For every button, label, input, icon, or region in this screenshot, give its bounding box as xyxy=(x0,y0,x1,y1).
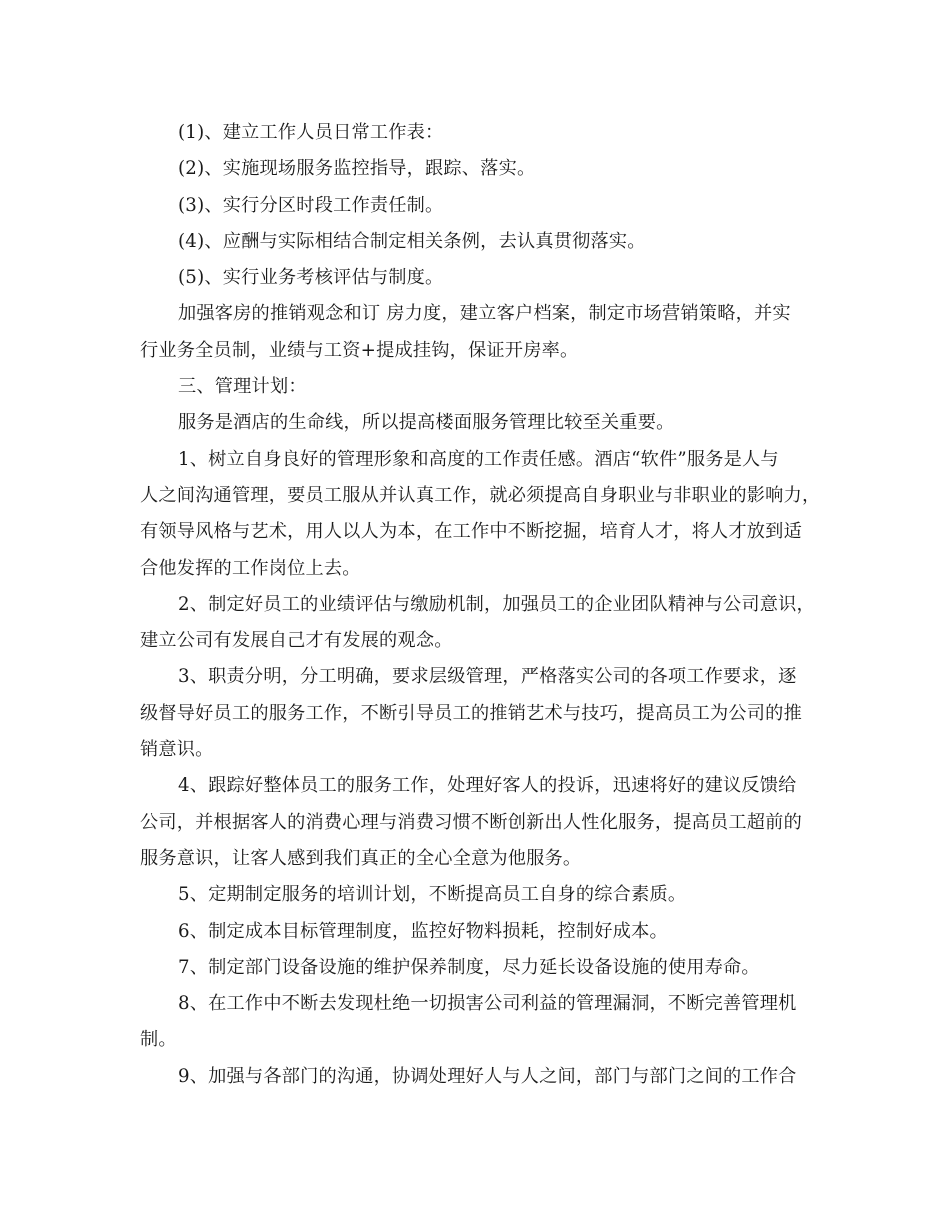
list-item-5: (5)、实行业务考核评估与制度。 xyxy=(178,267,444,289)
paragraph-sales-line-2: 行业务全员制，业绩与工资+提成挂钩，保证开房率。 xyxy=(140,339,579,361)
item-8-line-2: 制。 xyxy=(140,1029,177,1051)
item-2-line-2: 建立公司有发展自己才有发展的观念。 xyxy=(140,630,453,652)
item-1-line-1: 1、树立自身良好的管理形象和高度的工作责任感。酒店“软件”服务是人与 xyxy=(178,448,779,470)
item-3-line-3: 销意识。 xyxy=(140,739,214,761)
paragraph-sales-line-1: 加强客房的推销观念和订 房力度，建立客户档案，制定市场营销策略，并实 xyxy=(178,303,791,325)
item-8-line-1: 8、在工作中不断去发现杜绝一切损害公司利益的管理漏洞，不断完善管理机 xyxy=(178,993,797,1015)
document-page xyxy=(140,115,821,1095)
item-4-line-3: 服务意识，让客人感到我们真正的全心全意为他服务。 xyxy=(140,847,582,869)
item-6: 6、制定成本目标管理制度，监控好物料损耗，控制好成本。 xyxy=(178,920,668,942)
item-1-line-2: 人之间沟通管理，要员工服从并认真工作，就必须提高自身职业与非职业的影响力， xyxy=(140,484,821,506)
item-4-line-1: 4、跟踪好整体员工的服务工作，处理好客人的投诉，迅速将好的建议反馈给 xyxy=(178,775,797,797)
item-5: 5、定期制定服务的培训计划，不断提高员工自身的综合素质。 xyxy=(178,884,687,906)
item-1-line-4: 合他发挥的工作岗位上去。 xyxy=(140,557,361,579)
section-heading-management-plan: 三、管理计划： xyxy=(178,376,307,398)
list-item-2: (2)、实施现场服务监控指导，跟踪、落实。 xyxy=(178,158,536,180)
list-item-3: (3)、实行分区时段工作责任制。 xyxy=(178,194,444,216)
item-9-line-1: 9、加强与各部门的沟通，协调处理好人与人之间，部门与部门之间的工作合 xyxy=(178,1065,797,1087)
item-3-line-1: 3、职责分明，分工明确，要求层级管理，严格落实公司的各项工作要求，逐 xyxy=(178,666,797,688)
item-3-line-2: 级督导好员工的服务工作，不断引导员工的推销艺术与技巧，提高员工为公司的推 xyxy=(140,702,802,724)
item-2-line-1: 2、制定好员工的业绩评估与缴励机制，加强员工的企业团队精神与公司意识， xyxy=(178,593,815,615)
item-1-line-3: 有领导风格与艺术，用人以人为本，在工作中不断挖掘，培育人才，将人才放到适 xyxy=(140,521,802,543)
item-7: 7、制定部门设备设施的维护保养制度，尽力延长设备设施的使用寿命。 xyxy=(178,956,760,978)
list-item-1: (1)、建立工作人员日常工作表： xyxy=(178,122,444,143)
item-4-line-2: 公司，并根据客人的消费心理与消费习惯不断创新出人性化服务，提高员工超前的 xyxy=(140,811,802,833)
list-item-4: (4)、应酬与实际相结合制定相关条例，去认真贯彻落实。 xyxy=(178,230,646,252)
paragraph-intro: 服务是酒店的生命线，所以提高楼面服务管理比较至关重要。 xyxy=(178,412,675,434)
